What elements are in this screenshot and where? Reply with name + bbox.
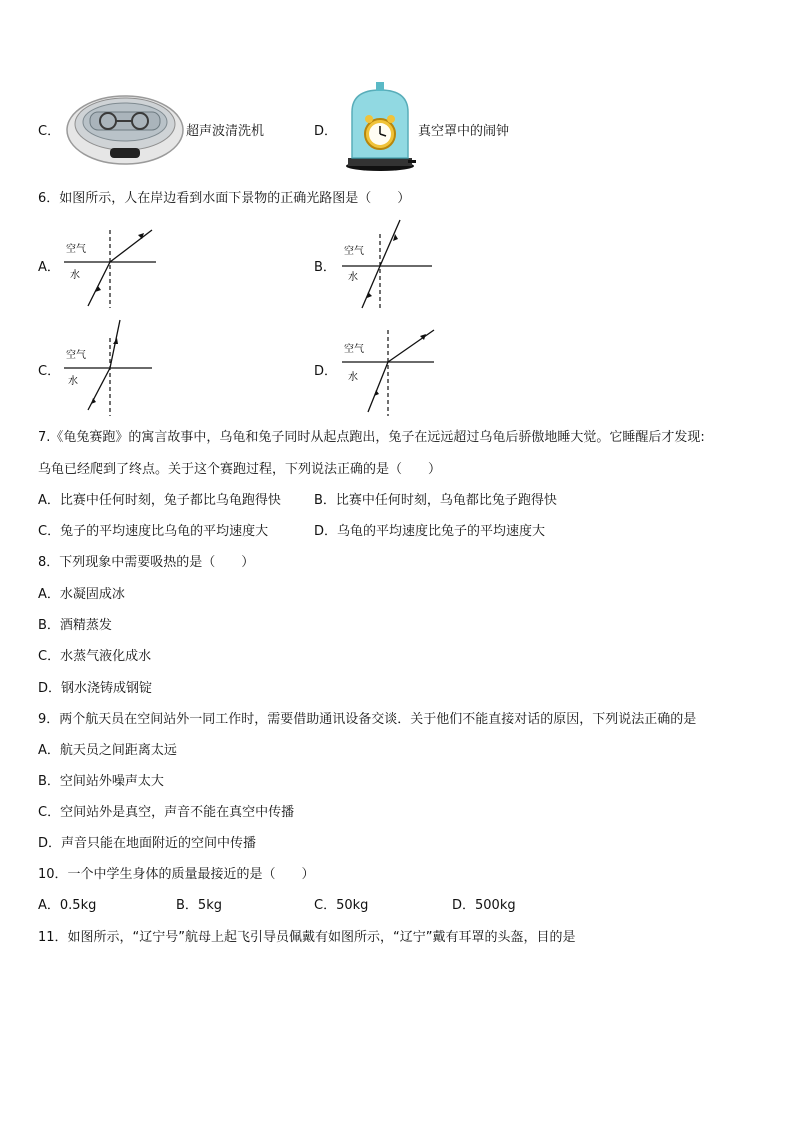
bell-jar-alarm-clock-image [344, 82, 416, 172]
q7-option-c: C．兔子的平均速度比乌龟的平均速度大 [38, 524, 269, 539]
q6-option-d-letter: D． [314, 364, 338, 379]
q7-option-b: B．比赛中任何时刻，乌龟都比兔子跑得快 [314, 493, 557, 508]
q6-a-water-label: 水 [70, 270, 80, 281]
q6-stem: 6．如图所示，人在岸边看到水面下景物的正确光路图是（ ） [38, 191, 411, 206]
q5-option-c-text: 超声波清洗机 [186, 124, 265, 139]
q8-option-d: D．钢水浇铸成钢锭 [38, 681, 153, 696]
q8-option-b: B．酒精蒸发 [38, 618, 112, 633]
q8-stem: 8．下列现象中需要吸热的是（ ） [38, 555, 255, 570]
q5-option-d-letter: D． [314, 124, 338, 139]
q9-option-d: D．声音只能在地面附近的空间中传播 [38, 836, 257, 851]
q10-option-b: B．5kg [176, 898, 222, 913]
q9-option-a: A．航天员之间距离太远 [38, 743, 177, 758]
q6-c-air-label: 空气 [66, 350, 86, 361]
q11-stem: 11．如图所示，“辽宁号”航母上起飞引导员佩戴有如图所示，“辽宁”戴有耳罩的头盔，目的是 [38, 930, 576, 945]
q6-option-b-letter: B． [314, 260, 336, 275]
q5-option-d-text: 真空罩中的闹钟 [418, 124, 510, 139]
ultrasonic-cleaner-image [62, 86, 188, 168]
q7-option-a: A．比赛中任何时刻，兔子都比乌龟跑得快 [38, 493, 281, 508]
q10-option-c: C．50kg [314, 898, 369, 913]
q6-diagram-d [340, 324, 440, 418]
q9-option-c: C．空间站外是真空，声音不能在真空中传播 [38, 805, 295, 820]
q7-stem-line1: 7.《龟兔赛跑》的寓言故事中，乌龟和兔子同时从起点跑出，兔子在远远超过乌龟后骄傲地睡大觉。它睡醒后才发现: [38, 430, 705, 445]
q8-option-c: C．水蒸气液化成水 [38, 649, 152, 664]
q6-diagram-a [60, 222, 160, 312]
q7-stem-line2: 乌龟已经爬到了终点。关于这个赛跑过程，下列说法正确的是（ ） [38, 462, 442, 477]
q6-c-water-label: 水 [68, 376, 78, 387]
q9-option-b: B．空间站外噪声太大 [38, 774, 164, 789]
q6-d-air-label: 空气 [344, 344, 364, 355]
q6-diagram-c [62, 318, 158, 418]
q10-stem: 10．一个中学生身体的质量最接近的是（ ） [38, 867, 315, 882]
q8-option-a: A．水凝固成冰 [38, 587, 125, 602]
q6-a-air-label: 空气 [66, 244, 86, 255]
q5-option-c-letter: C． [38, 124, 61, 139]
q9-stem: 9．两个航天员在空间站外一同工作时，需要借助通讯设备交谈．关于他们不能直接对话的原因，下列说法正确的是 [38, 712, 697, 727]
q10-option-d: D．500kg [452, 898, 516, 913]
q6-diagram-b [340, 216, 440, 312]
q10-option-a: A．0.5kg [38, 898, 97, 913]
q6-option-c-letter: C． [38, 364, 61, 379]
q6-b-air-label: 空气 [344, 246, 364, 257]
q6-b-water-label: 水 [348, 272, 358, 283]
q6-d-water-label: 水 [348, 372, 358, 383]
q6-option-a-letter: A． [38, 260, 60, 275]
q7-option-d: D．乌龟的平均速度比兔子的平均速度大 [314, 524, 546, 539]
